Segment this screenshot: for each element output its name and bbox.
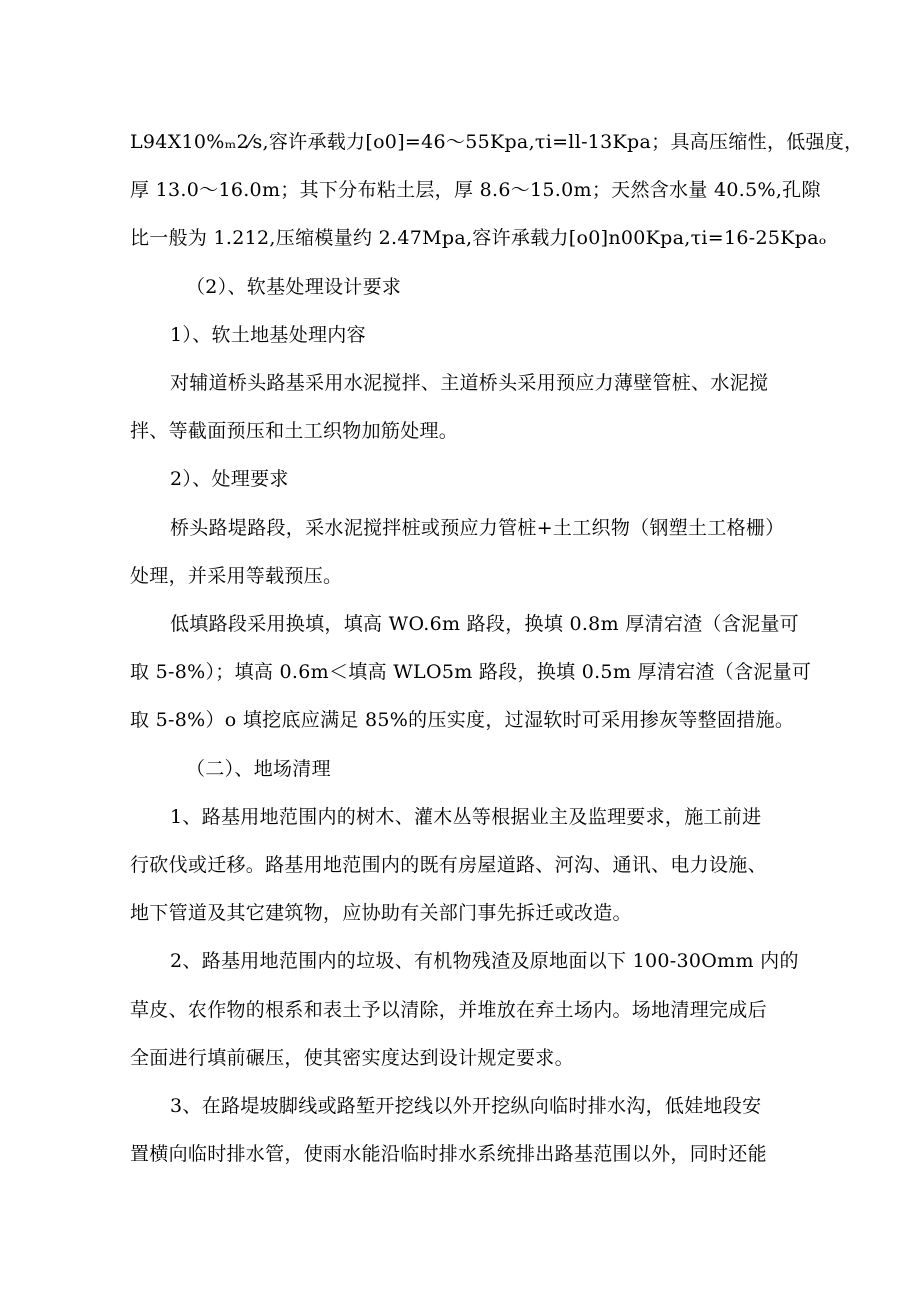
text-line: 草皮、农作物的根系和表土予以清除，并堆放在弃土场内。场地清理完成后 xyxy=(130,998,767,1021)
document-body xyxy=(130,118,864,1178)
section-heading-soft-foundation-requirements xyxy=(130,263,795,311)
paragraph-bridge-embankment xyxy=(130,504,795,600)
paragraph-clearing-item-1 xyxy=(130,793,795,938)
text-line: L94X10%ₘ2⁄s,容许承载力[o0]=46～55Kpa,τi=ll-13Kpa；具高压缩性，低强度， xyxy=(130,131,864,153)
text-line: 低填路段采用换填，填高 WO.6m 路段，换填 0.8m 厚清宕渣（含泥量可 xyxy=(170,613,799,636)
text-line: 取 5-8%）；填高 0.6m＜填高 WLO5m 路段，换填 0.5m 厚清宕渣（含泥量可 xyxy=(130,661,812,684)
text-line: 地下管道及其它建筑物，应协助有关部门事先拆迁或改造。 xyxy=(130,902,632,925)
text-line: 拌、等截面预压和土工织物加筋处理。 xyxy=(130,420,459,443)
text-line: 置横向临时排水管，使雨水能沿临时排水系统排出路基范围以外，同时还能 xyxy=(130,1143,767,1166)
heading-line: （2）、软基处理设计要求 xyxy=(186,275,402,298)
heading-line: （二）、地场清理 xyxy=(186,757,331,780)
text-line: 1、路基用地范围内的树木、灌木丛等根据业主及监理要求，施工前进 xyxy=(170,805,762,828)
subheading-treatment-requirements xyxy=(130,455,795,503)
text-line: 全面进行填前碾压，使其密实度达到设计规定要求。 xyxy=(130,1046,574,1069)
text-line: 比一般为 1.212,压缩模量约 2.47Mpa,容许承载力[o0]n00Kpa,τi=16-25Kpaₒ xyxy=(130,227,827,250)
text-line: 行砍伐或迁移。路基用地范围内的既有房屋道路、河沟、通讯、电力设施、 xyxy=(130,854,767,877)
paragraph-clearing-item-2 xyxy=(130,937,799,1082)
text-line: 3、在路堤坡脚线或路堑开挖线以外开挖纵向临时排水沟，低娃地段安 xyxy=(170,1095,762,1118)
text-line: 2、路基用地范围内的垃圾、有机物残渣及原地面以下 100-30Omm 内的 xyxy=(170,950,799,973)
text-line: 对辅道桥头路基采用水泥搅拌、主道桥头采用预应力薄壁管桩、水泥搅 xyxy=(170,372,769,395)
subheading-treatment-content xyxy=(130,311,795,359)
text-line: 桥头路堤路段，采水泥搅拌桩或预应力管桩+土工织物（钢塑土工格栅） xyxy=(170,516,785,539)
text-line: 处理，并采用等载预压。 xyxy=(130,564,343,587)
text-line: 厚 13.0～16.0m；其下分布粘土层，厚 8.6～15.0m；天然含水量 40.5%,孔隙 xyxy=(130,179,821,202)
paragraph-treatment-content xyxy=(130,359,795,455)
paragraph-low-fill-replacement xyxy=(130,600,812,745)
section-heading-site-clearing xyxy=(130,745,795,793)
heading-line: 2）、处理要求 xyxy=(170,468,289,491)
paragraph-clearing-item-3 xyxy=(130,1082,795,1178)
heading-line: 1）、软土地基处理内容 xyxy=(170,323,366,346)
text-line: 取 5-8%）o 填挖底应满足 85%的压实度，过湿软时可采用掺灰等整固措施。 xyxy=(130,709,795,732)
paragraph-soil-properties xyxy=(130,118,864,263)
